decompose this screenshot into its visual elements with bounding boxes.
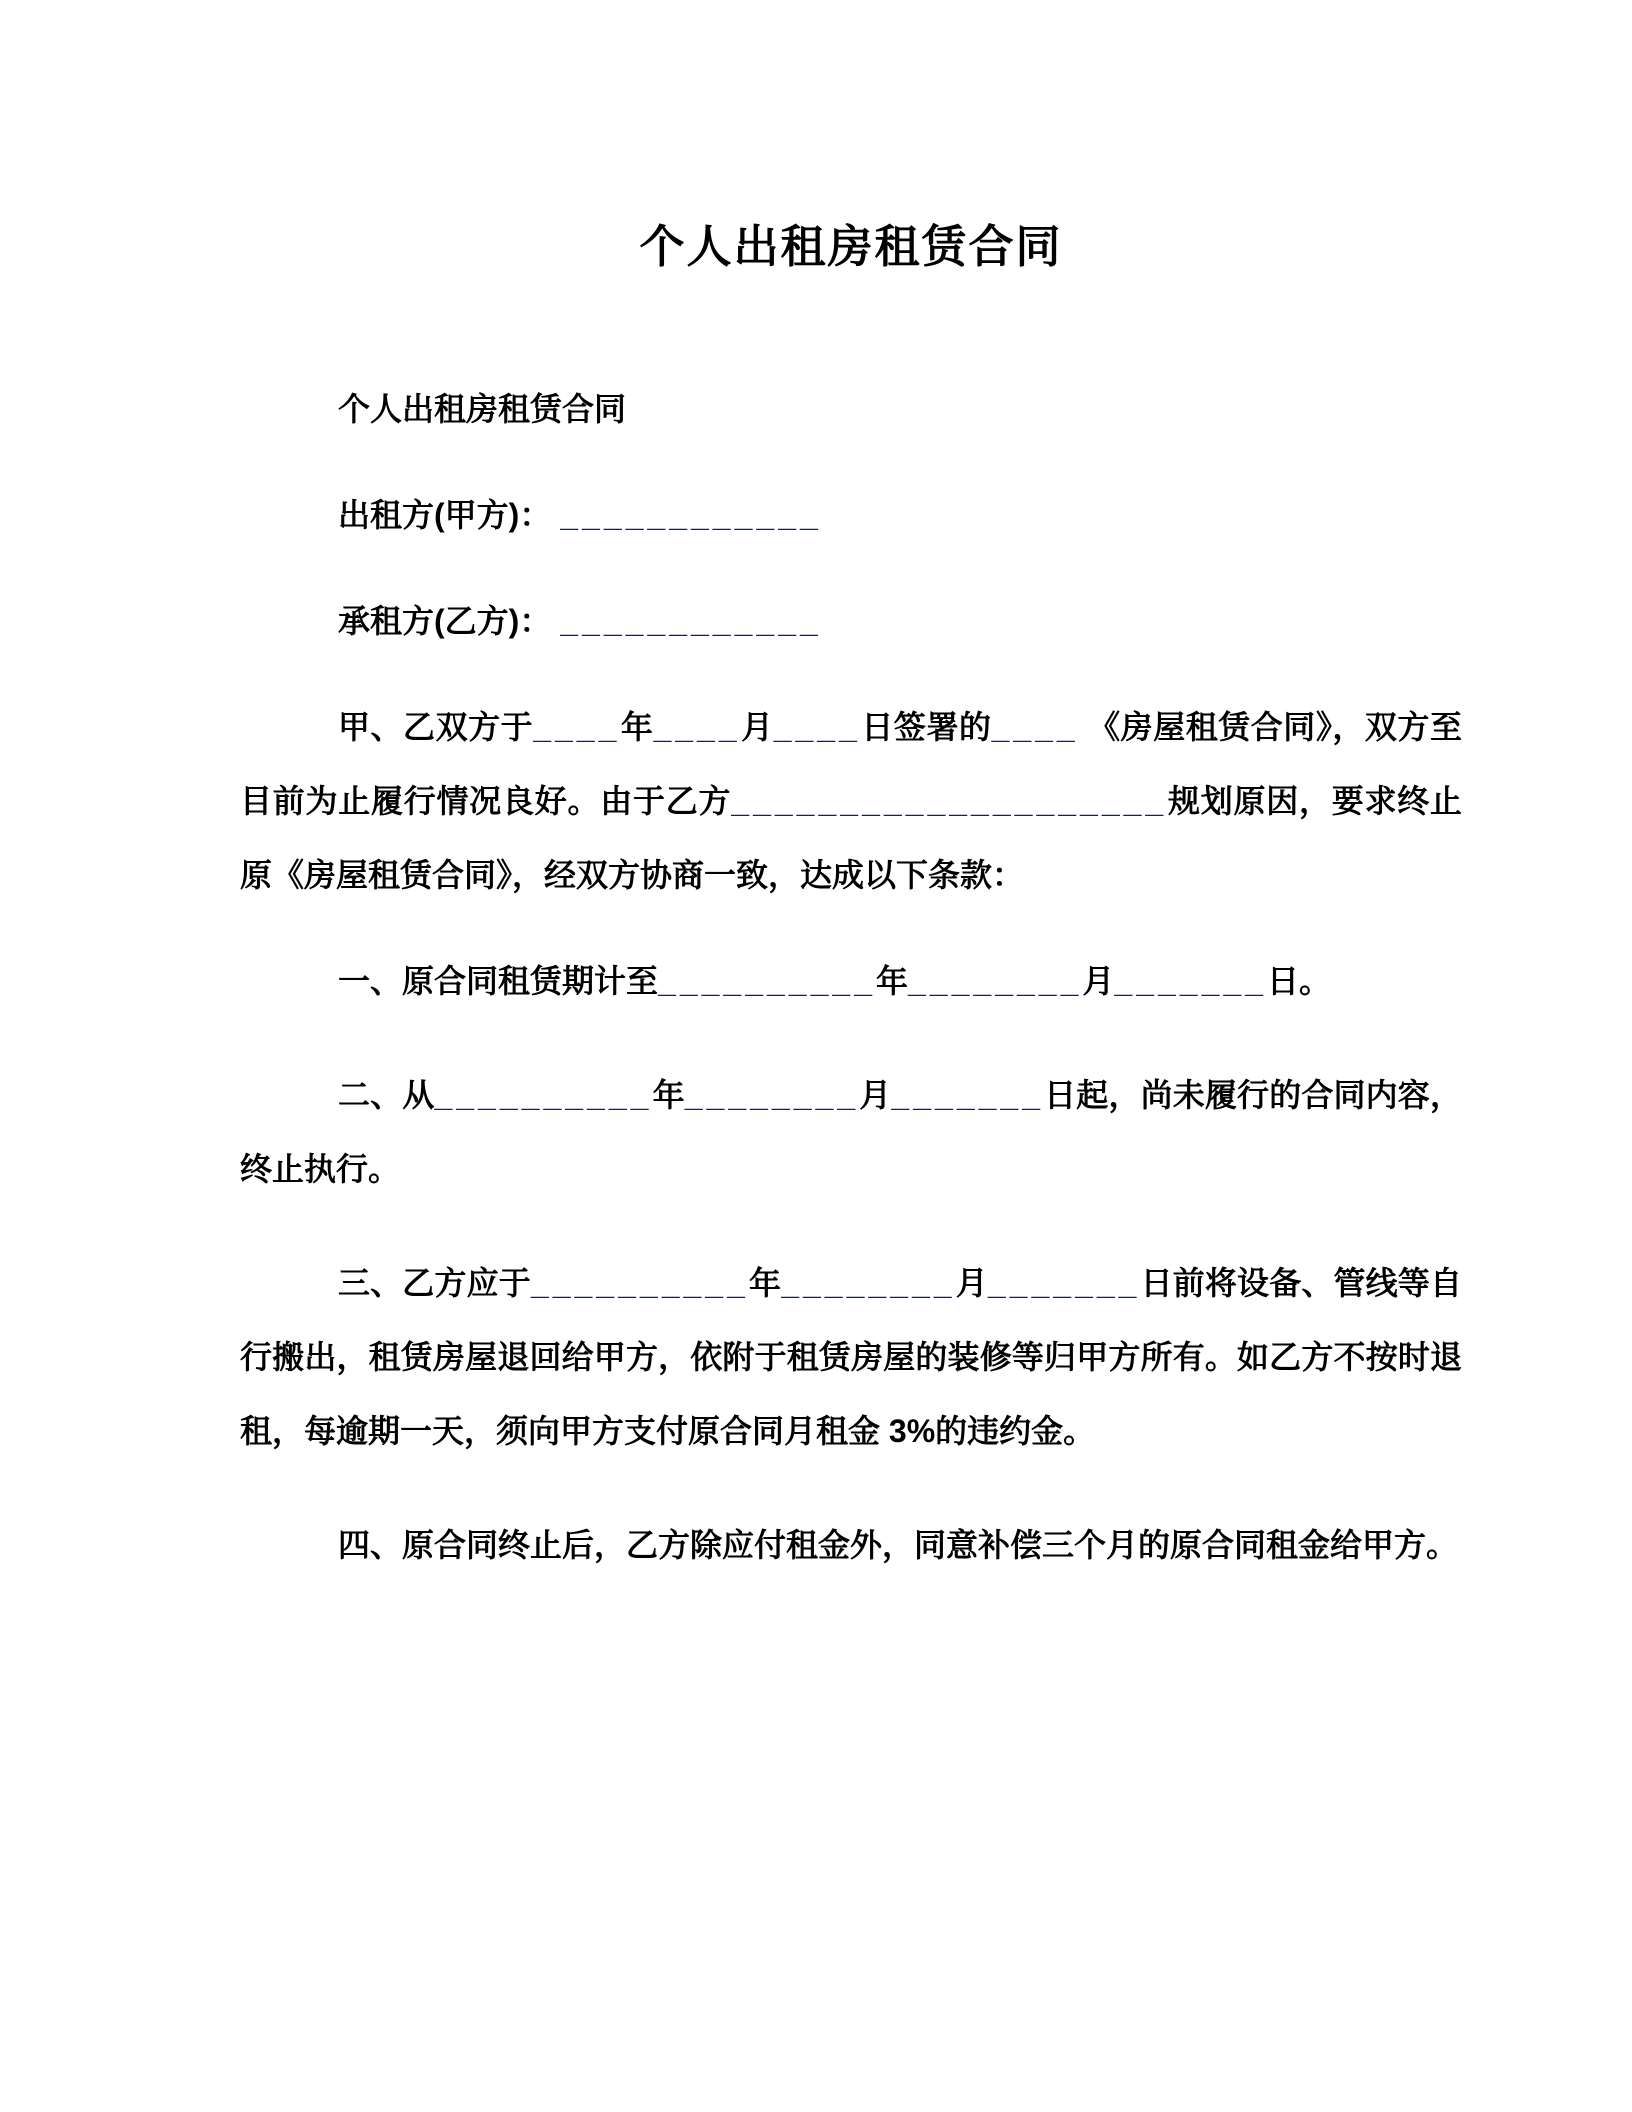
intro-text-run: 日签署的 <box>860 709 992 745</box>
clause1-text-run: 一、原合同租赁期计至 <box>338 963 659 999</box>
paragraph-intro <box>240 690 1462 912</box>
party-a-label: 出租方(甲方)： <box>338 497 561 533</box>
intro-reason-blank-field: ____________________ <box>731 783 1168 819</box>
intro-text-run: 月 <box>740 709 774 745</box>
clause2-text-run: 日起，尚未履行的合同内容，终止执行。 <box>240 1077 1462 1187</box>
clause3-text-run: 日前将设备、管线等自行搬出，租赁房屋退回给甲方，依附于租赁房屋的装修等归甲方所有。如乙方不按时退租，每逾期一天，须向甲方支付原合同月租金 3%的违约金。 <box>240 1265 1462 1449</box>
clause2-month-blank-field: ________ <box>684 1077 860 1113</box>
document-title: 个人出租房租赁合同 <box>639 221 1063 272</box>
paragraph-party-b <box>240 584 1462 658</box>
clause2-day-blank-field: _______ <box>891 1077 1044 1113</box>
clause1-month-blank-field: ________ <box>908 963 1083 999</box>
clause3-day-blank-field: _______ <box>987 1265 1141 1301</box>
clause3-text-run: 三、乙方应于 <box>338 1265 531 1301</box>
clause3-text-run: 月 <box>955 1265 988 1301</box>
party-b-blank-field: ____________ <box>560 603 822 639</box>
intro-month-blank-field: ____ <box>653 709 741 745</box>
clause2-text-run: 月 <box>859 1077 892 1113</box>
clause1-text-run: 日。 <box>1266 963 1331 999</box>
party-b-label: 承租方(乙方)： <box>338 603 561 639</box>
intro-year-blank-field: ____ <box>533 709 621 745</box>
intro-text-run: 甲、乙双方于 <box>338 709 534 745</box>
clause1-year-blank-field: __________ <box>658 963 876 999</box>
paragraph-subtitle <box>240 372 1462 446</box>
paragraph-party-a <box>240 478 1462 552</box>
intro-contract-blank-field: ____ <box>991 709 1079 745</box>
paragraph-clause-2 <box>240 1058 1462 1206</box>
clause1-text-run: 年 <box>875 963 908 999</box>
intro-day-blank-field: ____ <box>773 709 861 745</box>
paragraph-clause-1 <box>240 944 1462 1018</box>
clause2-text-run: 二、从 <box>338 1077 435 1113</box>
party-a-blank-field: ____________ <box>560 497 822 533</box>
clause3-text-run: 年 <box>748 1265 782 1301</box>
clause1-text-run: 月 <box>1082 963 1115 999</box>
clause4-text-run: 四、原合同终止后，乙方除应付租金外，同意补偿三个月的原合同租金给甲方。 <box>338 1527 1459 1563</box>
intro-text-run: 《房屋租赁合同》，双方至目前为止履行情况良好。由于乙方 <box>240 709 1462 819</box>
intro-text-run: 规划原因，要求终止原《房屋租赁合同》，经双方协商一致，达成以下条款： <box>240 783 1462 893</box>
clause1-day-blank-field: _______ <box>1114 963 1267 999</box>
clause2-year-blank-field: __________ <box>434 1077 653 1113</box>
subtitle-text: 个人出租房租赁合同 <box>338 391 627 427</box>
clause2-text-run: 年 <box>652 1077 685 1113</box>
clause3-month-blank-field: ________ <box>781 1265 956 1301</box>
clause3-year-blank-field: __________ <box>530 1265 749 1301</box>
intro-text-run: 年 <box>620 709 654 745</box>
paragraph-clause-4 <box>240 1508 1462 1582</box>
paragraph-clause-3 <box>240 1246 1462 1468</box>
